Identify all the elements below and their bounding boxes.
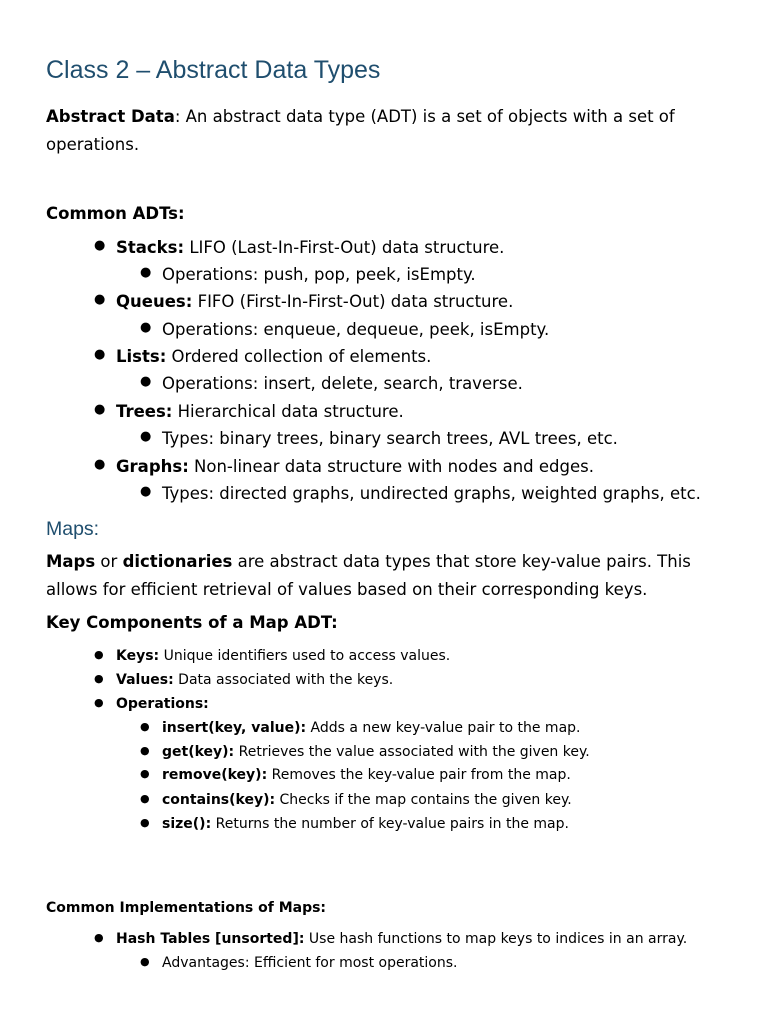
adt-item-stacks: ● Stacks: LIFO (Last-In-First-Out) data structure. <box>94 238 505 257</box>
page-title: Class 2 – Abstract Data Types <box>46 56 381 84</box>
maps-paragraph: Maps or dictionaries are abstract data types that store key-value pairs. This allows for efficient retrieval of values based on their corresponding keys. <box>46 552 691 599</box>
intro-term: Abstract Data <box>46 107 175 126</box>
adt-subitem-stacks: ● Operations: push, pop, peek, isEmpty. <box>140 265 476 284</box>
bullet-icon: ● <box>94 648 104 661</box>
bullet-icon: ● <box>140 792 150 805</box>
bullet-icon: ● <box>140 767 150 780</box>
bullet-icon: ● <box>94 457 106 472</box>
bullet-icon: ● <box>140 374 152 389</box>
bullet-icon: ● <box>94 931 104 944</box>
component-item-values: ● Values: Data associated with the keys. <box>94 672 394 688</box>
adt-item-graphs: ● Graphs: Non-linear data structure with nodes and edges. <box>94 457 594 476</box>
bullet-icon: ● <box>140 744 150 757</box>
adt-subitem-lists: ● Operations: insert, delete, search, traverse. <box>140 374 523 393</box>
adt-item-lists: ● Lists: Ordered collection of elements. <box>94 347 432 366</box>
bullet-icon: ● <box>94 402 106 417</box>
implementations-heading: Common Implementations of Maps: <box>46 900 327 916</box>
intro-text: : An abstract data type (ADT) is a set of objects with a set of operations. <box>46 107 675 154</box>
adt-subitem-graphs: ● Types: directed graphs, undirected graphs, weighted graphs, etc. <box>140 484 701 503</box>
intro-paragraph <box>46 103 746 159</box>
component-item-operations: ● Operations: <box>94 696 209 712</box>
key-components-heading: Key Components of a Map ADT: <box>46 613 338 632</box>
implementation-subitem-hash-tables: ● Advantages: Efficient for most operations. <box>140 955 458 971</box>
operation-item-remove: ● remove(key): Removes the key-value pair from the map. <box>140 767 571 783</box>
bullet-icon: ● <box>140 720 150 733</box>
operation-item-get: ● get(key): Retrieves the value associated with the given key. <box>140 744 590 760</box>
adt-subitem-queues: ● Operations: enqueue, dequeue, peek, isEmpty. <box>140 320 550 339</box>
bullet-icon: ● <box>140 320 152 335</box>
implementation-item-hash-tables: ● Hash Tables [unsorted]: Use hash functions to map keys to indices in an array. <box>94 931 688 947</box>
bullet-icon: ● <box>94 672 104 685</box>
bullet-icon: ● <box>94 238 106 253</box>
bullet-icon: ● <box>140 265 152 280</box>
bullet-icon: ● <box>140 816 150 829</box>
component-item-keys: ● Keys: Unique identifiers used to access values. <box>94 648 451 664</box>
adt-item-queues: ● Queues: FIFO (First-In-First-Out) data structure. <box>94 292 514 311</box>
operation-item-insert: ● insert(key, value): Adds a new key-value pair to the map. <box>140 720 581 736</box>
maps-heading: Maps: <box>46 518 100 540</box>
operation-item-contains: ● contains(key): Checks if the map contains the given key. <box>140 792 572 808</box>
adt-subitem-trees: ● Types: binary trees, binary search trees, AVL trees, etc. <box>140 429 618 448</box>
common-adts-heading: Common ADTs: <box>46 204 185 223</box>
bullet-icon: ● <box>94 292 106 307</box>
operation-item-size: ● size(): Returns the number of key-value pairs in the map. <box>140 816 569 832</box>
bullet-icon: ● <box>140 429 152 444</box>
bullet-icon: ● <box>140 955 150 968</box>
bullet-icon: ● <box>94 347 106 362</box>
bullet-icon: ● <box>94 696 104 709</box>
adt-item-trees: ● Trees: Hierarchical data structure. <box>94 402 404 421</box>
bullet-icon: ● <box>140 484 152 499</box>
